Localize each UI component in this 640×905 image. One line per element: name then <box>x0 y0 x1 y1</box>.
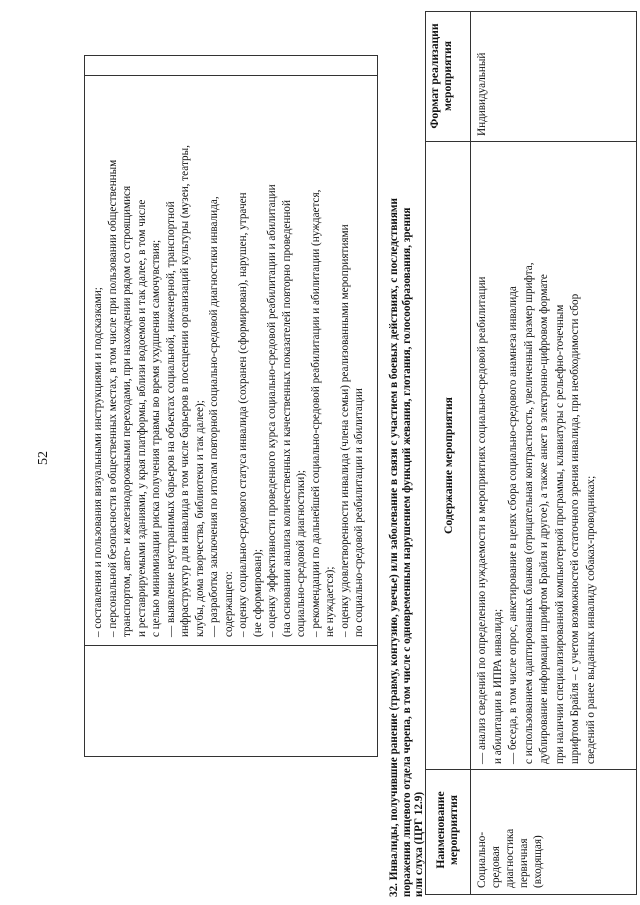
table.row_name-line: (входящая) <box>532 835 544 888</box>
table.row_name-line: диагностика <box>504 828 516 888</box>
section_heading-line: 32. Инвалиды, получившие ранение (травму, контузию, увечье) или заболевание в связи с участием в боевых действиях, с последствиями <box>388 198 400 897</box>
header-name: Наименование мероприятия <box>434 791 460 869</box>
table.row_name-line: Социально- <box>476 831 488 888</box>
top-table-right-cell <box>85 55 377 76</box>
top_block-line: социально-средовой диагностики); <box>295 469 307 637</box>
top_block-line: клубы, дома творчества, библиотеки и так далее); <box>193 400 206 637</box>
table.row_name-line: средовая <box>490 846 502 888</box>
table.row_content-line: — беседа, в том числе опрос, анкетирование в целях сбора социально-средового анамнеза инвалида <box>507 286 519 764</box>
table.row_content-line: с использованием адаптированных бланков (отрицательная контрастность, увеличенный размер шрифта, <box>522 262 535 764</box>
main-table <box>425 11 637 895</box>
table.row_content-line: — анализ сведений по определению нуждаемости в мероприятиях социально-средовой реабилитации <box>476 276 488 764</box>
top_block-line: транспортом, авто- и железнодорожными переходами, при нахождении рядом со строящимися <box>121 185 133 637</box>
top_block-line: содержащего: <box>222 571 235 637</box>
top_block-line: (не сформирован); <box>251 548 264 637</box>
col-divider-1 <box>426 769 636 770</box>
table.row_content-line: и абилитации в ИПРА инвалида; <box>491 608 504 764</box>
section_heading-line: поражения лицевого отдела черепа, в том числе с одновременным нарушением функций жевания, глотания, голосообразования, зрения <box>400 207 413 897</box>
table.row_name-line: первичная <box>518 838 530 888</box>
section_heading-line: или слуха (ЦРГ 12.9) <box>413 791 425 897</box>
top_block-line: не нуждается); <box>324 566 336 637</box>
table.row_content-line: шрифтом Брайля – с учетом возможностей остаточного зрения инвалида, при необходимости сбор <box>569 293 581 764</box>
top_block-line: с целью минимизации риска получения травмы во время ухудшения самочувствия; <box>150 239 162 637</box>
row-format-cell: Индивидуальный <box>476 52 488 136</box>
top_block-line: – составления и пользования визуальными инструкциями и подсказками; <box>92 287 104 637</box>
header-content: Содержание мероприятия <box>442 397 455 534</box>
page-number: 52 <box>36 451 51 465</box>
header-format: Формат реализации мероприятия <box>428 23 454 129</box>
top_block-line: (на основании анализа количественных и качественных показателей повторно проведенной <box>280 200 293 637</box>
top_block-line: – оценку удовлетворенности инвалида (члена семьи) реализованными мероприятиями <box>338 224 351 637</box>
table.row_content-line: при наличии специализированной компьютерной программы, клавиатуры с рельефно-точечным <box>553 304 566 764</box>
top_block-line: – оценку эффективности проведенного курса социально-средовой реабилитации и абилитации <box>266 184 278 637</box>
top-table-left-cell <box>85 645 377 756</box>
table.row_content-line: сведений о ранее выданных инвалиду собаках-проводниках; <box>584 475 597 764</box>
table.row_content-line: дублирование информации шрифтом Брайля и другое), а также анкет в электронно-цифровом формате <box>538 274 550 764</box>
col-divider-2 <box>426 141 636 142</box>
top_block-line: — выявление неустранимых барьеров на объектах социальной, инженерной, транспортной <box>164 201 177 637</box>
top_block-line: и реставрируемыми зданиями, у края платформы, вблизи водоемов и так далее, в том числе <box>135 199 148 637</box>
top_block-line: — разработка заключения по итогам повторной социально-средовой диагностики инвалида, <box>208 196 220 637</box>
top_block-line: по социально-средовой реабилитации и абилитации <box>353 388 365 637</box>
top_block-line: инфраструктур для инвалида в том числе барьеров в посещении организаций культуры (музеи, театры, <box>179 145 191 637</box>
top_block-line: – персональной безопасности в общественных местах, в том числе при пользовании общественным <box>106 159 119 637</box>
top_block-line: – рекомендации по дальнейшей социально-средовой реабилитации и абилитации (нуждается, <box>309 189 322 637</box>
top_block-line: – оценку социально-средового статуса инвалида (сохранен (сформирован), нарушен, утрачен <box>237 192 249 637</box>
